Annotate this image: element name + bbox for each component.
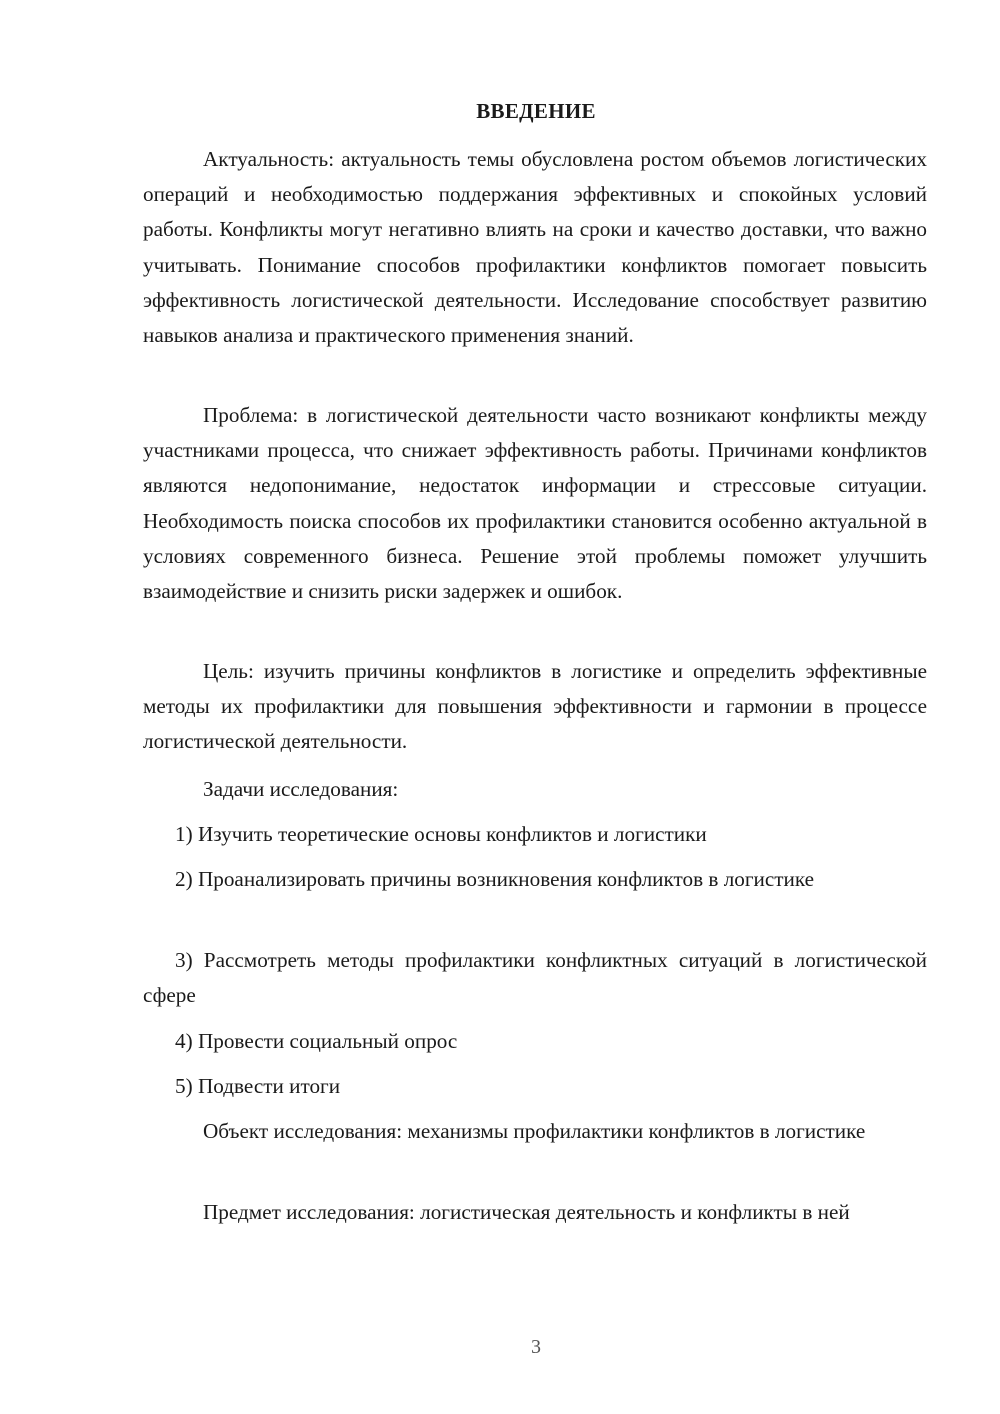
relevance-paragraph: Актуальность: актуальность темы обусловлена ростом объемов логистических операций и необходимостью поддержания эффективных и спокойных условий работы. Конфликты могут негативно влиять на сроки и качество доставки, что важно учитывать. Понимание способов профилактики конфликтов помогает повысить эффективность логистической деятельности. Исследование способствует развитию навыков анализа и практического применения знаний.: [143, 147, 927, 348]
task-item: 2) Проанализировать причины возникновения конфликтов в логистике: [175, 867, 815, 891]
goal-paragraph: Цель: изучить причины конфликтов в логистике и определить эффективные методы их профилактики для повышения эффективности и гармонии в процессе логистической деятельности.: [143, 659, 927, 754]
task-item: 1) Изучить теоретические основы конфликтов и логистики: [175, 822, 707, 846]
task-item: 3) Рассмотреть методы профилактики конфликтных ситуаций в логистической сфере: [143, 948, 927, 1008]
task-item: 5) Подвести итоги: [175, 1074, 341, 1098]
subject-paragraph: Предмет исследования: логистическая деятельность и конфликты в ней: [203, 1200, 850, 1224]
page-number: 3: [531, 1336, 541, 1358]
object-paragraph: Объект исследования: механизмы профилактики конфликтов в логистике: [203, 1119, 866, 1143]
task-item: 4) Провести социальный опрос: [175, 1029, 458, 1053]
section-heading: ВВЕДЕНИЕ: [476, 99, 596, 123]
tasks-heading: Задачи исследования:: [203, 777, 399, 801]
problem-paragraph: Проблема: в логистической деятельности часто возникают конфликты между участниками процесса, что снижает эффективность работы. Причинами конфликтов являются недопонимание, недостаток информации и стрессовые ситуации. Необходимость поиска способов их профилактики становится особенно актуальной в условиях современного бизнеса. Решение этой проблемы поможет улучшить взаимодействие и снизить риски задержек и ошибок.: [143, 403, 927, 604]
